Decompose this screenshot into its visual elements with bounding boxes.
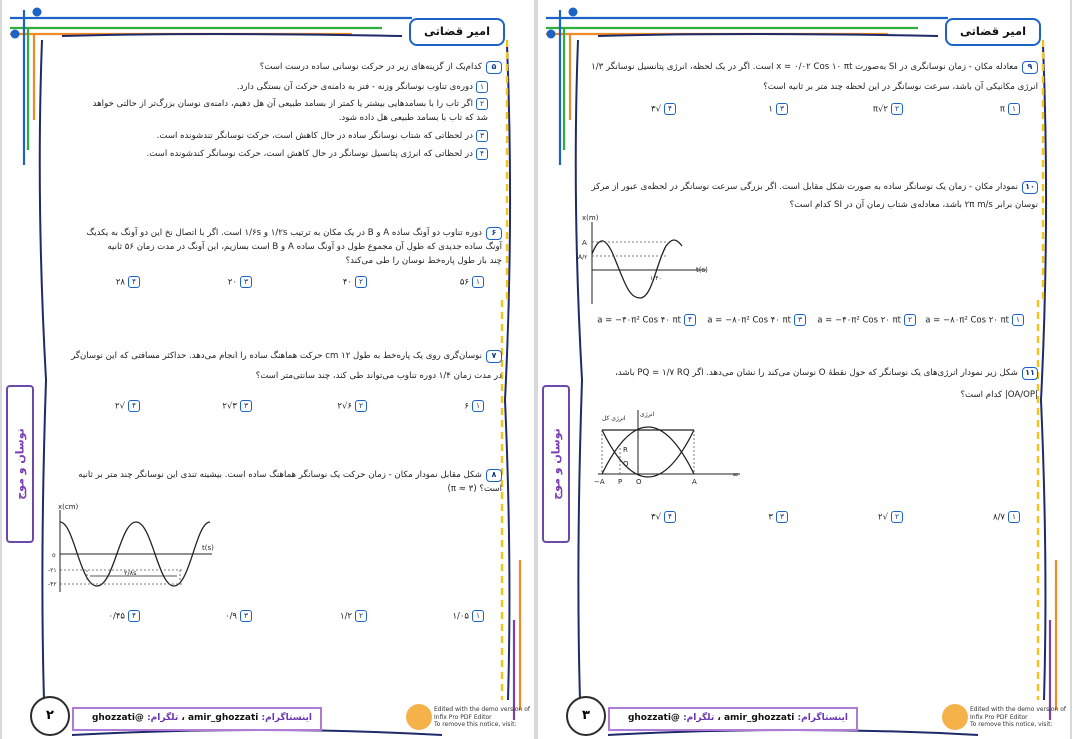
option-item[interactable]: ۱۵۶ bbox=[460, 276, 484, 288]
q10-position-time-graph bbox=[578, 212, 718, 312]
editor-watermark: Edited with the demo version of Infix Pro PDF Editor To remove this notice, visit: bbox=[434, 706, 531, 728]
option-item-cont: شد که تاب با بسامد طبیعی هل داده شود. bbox=[338, 113, 488, 123]
svg-text:o: o bbox=[52, 552, 56, 559]
q11-options bbox=[588, 511, 1028, 527]
option-item[interactable]: ۳۳ bbox=[768, 511, 788, 523]
option-item[interactable]: ۱۱/۰۵ bbox=[452, 610, 484, 622]
option-item[interactable]: ۲اگر تاب را با بسامدهایی بیشتر یا کمتر از بسامد طبیعی آن هل دهیم، دامنه‌ی نوسان بزرگ‌تر از حالتی خواهد bbox=[52, 97, 488, 111]
option-item[interactable]: ۳۱ bbox=[768, 103, 788, 115]
svg-text:Q: Q bbox=[623, 460, 629, 468]
author-title: امیر قضاتی bbox=[409, 18, 505, 46]
svg-text:O: O bbox=[636, 478, 642, 486]
graph-ylabel: x(cm) bbox=[58, 503, 79, 511]
question-text: کدام‌یک از گزینه‌های زیر در حرکت نوسانی ساده درست است؟ bbox=[259, 62, 482, 72]
question-7: ۷نوسان‌گری روی یک پاره‌خط به طول ۱۲ cm حرکت هماهنگ ساده را انجام می‌دهد. حداکثر مسافتی که این نوسان‌گر در مدت زمان ۱/۴ دوره تناوب می‌تواند طی کند، چند سانتی‌متر است؟ bbox=[71, 351, 502, 381]
chapter-side-tab: نوسان و موج bbox=[542, 385, 570, 543]
q5-options bbox=[52, 80, 488, 161]
question-5 bbox=[52, 60, 502, 74]
option-item[interactable]: ۲۱/۲ bbox=[340, 610, 367, 622]
option-item[interactable]: ۲۴۰ bbox=[343, 276, 367, 288]
svg-text:انرژی کل: انرژی کل bbox=[602, 415, 626, 422]
option-item[interactable]: ۴در لحظاتی که انرژی پتانسیل نوسانگر در حال کاهش است، حرکت نوسانگر کندشونده است. bbox=[52, 147, 488, 161]
svg-text:A/۲: A/۲ bbox=[578, 254, 588, 261]
option-item[interactable]: ۴√۳ bbox=[651, 511, 676, 523]
svg-text:R: R bbox=[623, 446, 628, 454]
option-item[interactable]: ۳۰/۹ bbox=[225, 610, 252, 622]
option-item[interactable]: ۴۰/۴۵ bbox=[108, 610, 140, 622]
option-item[interactable]: ۳در لحظاتی که شتاب نوسانگر ساده در حال کاهش است، حرکت نوسانگر تندشونده است. bbox=[52, 129, 488, 143]
option-item[interactable]: ۳a = −۸۰π² Cos ۴۰ πt bbox=[707, 314, 806, 326]
q10-options bbox=[578, 314, 1028, 330]
option-item[interactable]: ۳۲۰ bbox=[228, 276, 252, 288]
svg-text:A: A bbox=[582, 239, 587, 247]
svg-text:انرژی: انرژی bbox=[640, 411, 655, 418]
option-item[interactable]: ۱a = −۸۰π² Cos ۲۰ πt bbox=[925, 314, 1024, 326]
editor-logo-icon bbox=[942, 704, 968, 730]
question-10: ۱۰نمودار مکان - زمان یک نوسانگر ساده به صورت شکل مقابل است. اگر بزرگی سرعت نوسانگر در لحظه‌ی عبور از مرکز نوسان برابر ۲π m/s باشد، معادله‌ی شتاب زمان آن در SI کدام است؟ bbox=[591, 182, 1038, 210]
option-item[interactable]: ۱دوره‌ی تناوب نوسانگر وزنه - فنر به دامنه‌ی حرکت آن بستگی دارد. bbox=[52, 80, 488, 94]
svg-text:-۴۲: -۴۲ bbox=[48, 581, 57, 588]
option-item[interactable]: ۴√۳ bbox=[651, 103, 676, 115]
option-item[interactable]: ۲π√۲ bbox=[873, 103, 903, 115]
option-item[interactable]: ۲۶√۲ bbox=[337, 400, 367, 412]
option-item[interactable]: ۱۸/۷ bbox=[993, 511, 1020, 523]
option-item[interactable]: ۲a = −۴۰π² Cos ۲۰ πt bbox=[817, 314, 916, 326]
option-item[interactable]: ۱۶ bbox=[464, 400, 484, 412]
chapter-side-tab: نوسان و موج bbox=[6, 385, 34, 543]
q6-options bbox=[52, 276, 492, 292]
social-footer: اینستاگرام: amir_ghozzati ، تلگرام: @ghozzati bbox=[72, 707, 322, 731]
author-title: امیر قضاتی bbox=[945, 18, 1041, 46]
page-2 bbox=[2, 0, 534, 739]
page-number: ۳ bbox=[566, 696, 606, 736]
svg-text:−A: −A bbox=[594, 478, 605, 486]
svg-text:t(s): t(s) bbox=[696, 266, 708, 274]
svg-text:۱/۴۰: ۱/۴۰ bbox=[650, 275, 662, 282]
editor-watermark: Edited with the demo version of Infix Pro PDF Editor To remove this notice, visit: bbox=[970, 706, 1067, 728]
svg-text:∞: ∞ bbox=[732, 470, 739, 479]
svg-text:A: A bbox=[692, 478, 697, 486]
option-item[interactable]: ۳۳√۲ bbox=[222, 400, 252, 412]
svg-text:x(m): x(m) bbox=[582, 214, 599, 222]
question-9: ۹معادله مکان - زمان نوسانگری در SI به‌صورت x = ۰/۰۲ Cos ۱۰ πt است. اگر در یک لحظه، انرژی پتانسیل نوسانگر ۱/۳ انرژی مکانیکی آن باشد، سرعت نوسانگر در این لحظه چند متر بر ثانیه است؟ bbox=[591, 62, 1038, 92]
q11-energy-graph bbox=[588, 404, 748, 494]
social-footer: اینستاگرام: amir_ghozzati ، تلگرام: @ghozzati bbox=[608, 707, 858, 731]
svg-text:-۲۱: -۲۱ bbox=[48, 567, 57, 574]
svg-text:۲/۸s: ۲/۸s bbox=[124, 569, 137, 577]
question-8: ۸شکل مقابل نمودار مکان - زمان حرکت یک نوسانگر هماهنگ ساده است. بیشینه تندی این نوسانگر چند متر بر ثانیه است؟ (π ≈ ۳) bbox=[78, 470, 502, 494]
q8-options bbox=[52, 610, 492, 626]
option-item[interactable]: ۴۲۸ bbox=[116, 276, 140, 288]
option-item[interactable]: ۴a = −۴۰π² Cos ۴۰ πt bbox=[597, 314, 696, 326]
svg-text:P: P bbox=[618, 478, 623, 486]
q7-options bbox=[52, 400, 492, 416]
question-number: ۵ bbox=[486, 61, 502, 74]
graph-xlabel: t(s) bbox=[202, 544, 214, 552]
option-item[interactable]: ۱π bbox=[1000, 103, 1020, 115]
question-6: ۶دوره تناوب دو آونگ ساده A و B در یک مکان به ترتیب ۱/۲s و ۱/۶s است. اگر با اتصال نخ این دو آونگ به یکدیگ آونگ ساده جدیدی که طول آن مجموع طول دو آونگ ساده A و B است بسازیم، این آونگ در مدت زمان ۵۶ ثانیه چند بار طول پاره‌خط نوسان را طی می‌کند؟ bbox=[86, 228, 502, 266]
option-item[interactable]: ۲√۲ bbox=[878, 511, 903, 523]
page-3 bbox=[538, 0, 1070, 739]
option-item[interactable]: ۴√۲ bbox=[115, 400, 140, 412]
editor-logo-icon bbox=[406, 704, 432, 730]
q8-position-time-graph bbox=[48, 500, 222, 600]
page-number: ۲ bbox=[30, 696, 70, 736]
question-11: ۱۱شکل زیر نمودار انرژی‌های یک نوسانگر که حول نقطهٔ O نوسان می‌کند را نشان می‌دهد. اگر PQ = ۱/۷ RQ باشد، |OA/OP| کدام است؟ bbox=[615, 368, 1038, 400]
q9-options bbox=[588, 103, 1028, 119]
